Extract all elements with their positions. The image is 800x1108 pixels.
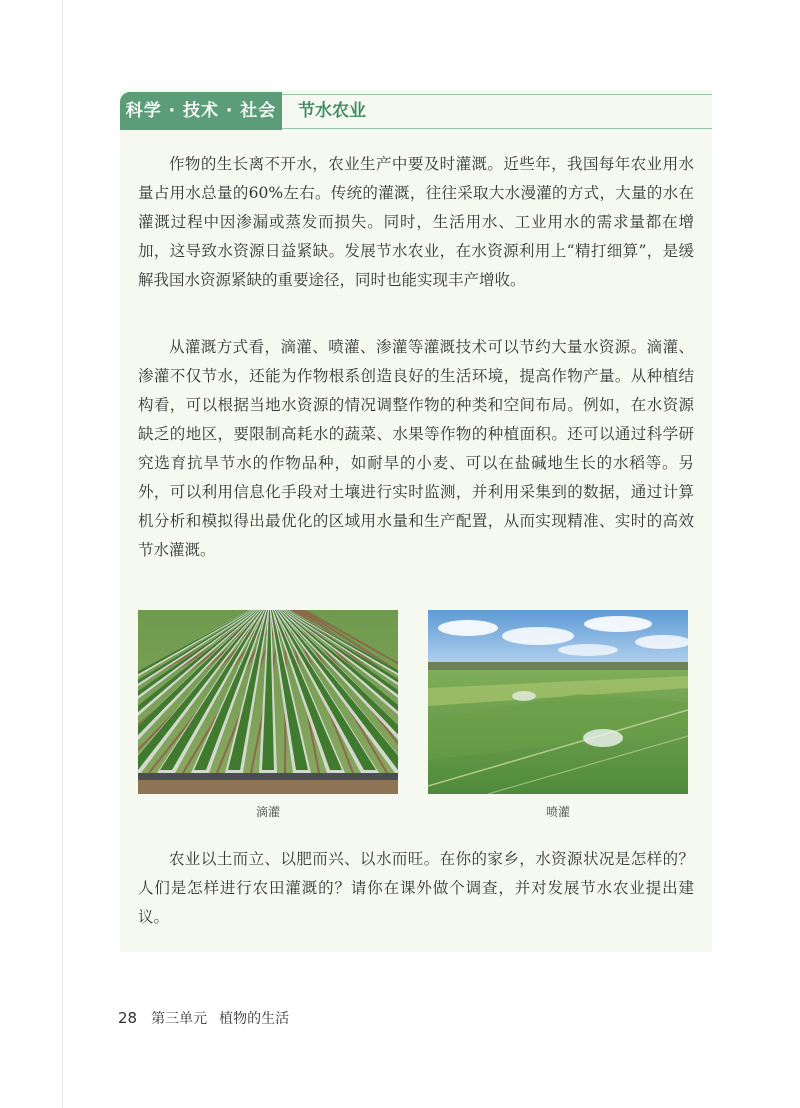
sprinkler-irrigation-photo — [428, 610, 688, 794]
section-title: 节水农业 — [298, 101, 366, 121]
drip-irrigation-caption: 滴灌 — [255, 805, 280, 819]
chapter-label: 植物的生活 — [219, 1011, 290, 1027]
paragraph-activity: 农业以土而立、以肥而兴、以水而旺。在你的家乡，水资源状况是怎样的？人们是怎样进行农田灌溉的？请你在课外做个调查，并对发展节水农业提出建议。 — [138, 850, 694, 926]
sprinkler-irrigation-caption: 喷灌 — [545, 805, 570, 819]
page-number: 28 — [118, 1009, 138, 1027]
section-tag: 科学 · 技术 · 社会 — [120, 92, 282, 130]
page-gutter-line — [62, 0, 63, 1108]
section-header — [120, 92, 712, 130]
unit-label: 第三单元 — [151, 1011, 208, 1027]
drip-irrigation-photo — [138, 610, 398, 794]
paragraph-methods: 从灌溉方式看，滴灌、喷灌、渗灌等灌溉技术可以节约大量水资源。滴灌、渗灌不仅节水，还能为作物根系创造良好的生活环境，提高作物产量。从种植结构看，可以根据当地水资源的情况调整作物的种类和空间布局。例如，在水资源缺乏的地区，要限制高耗水的蔬菜、水果等作物的种植面积。还可以通过科学研究选育抗旱节水的作物品种，如耐旱的小麦、可以在盐碱地生长的水稻等。另外，可以利用信息化手段对土壤进行实时监测，并利用采集到的数据，通过计算机分析和模拟得出最优化的区域用水量和生产配置，从而实现精准、实时的高效节水灌溉。 — [138, 338, 694, 559]
paragraph-intro: 作物的生长离不开水，农业生产中要及时灌溉。近些年，我国每年农业用水量占用水总量的60%左右。传统的灌溉，往往采取大水漫灌的方式，大量的水在灌溉过程中因渗漏或蒸发而损失。同时，生活用水、工业用水的需求量都在增加，这导致水资源日益紧缺。发展节水农业，在水资源利用上“精打细算”，是缓解我国水资源紧缺的重要途径，同时也能实现丰产增收。 — [138, 155, 694, 289]
page-footer — [118, 1008, 289, 1028]
